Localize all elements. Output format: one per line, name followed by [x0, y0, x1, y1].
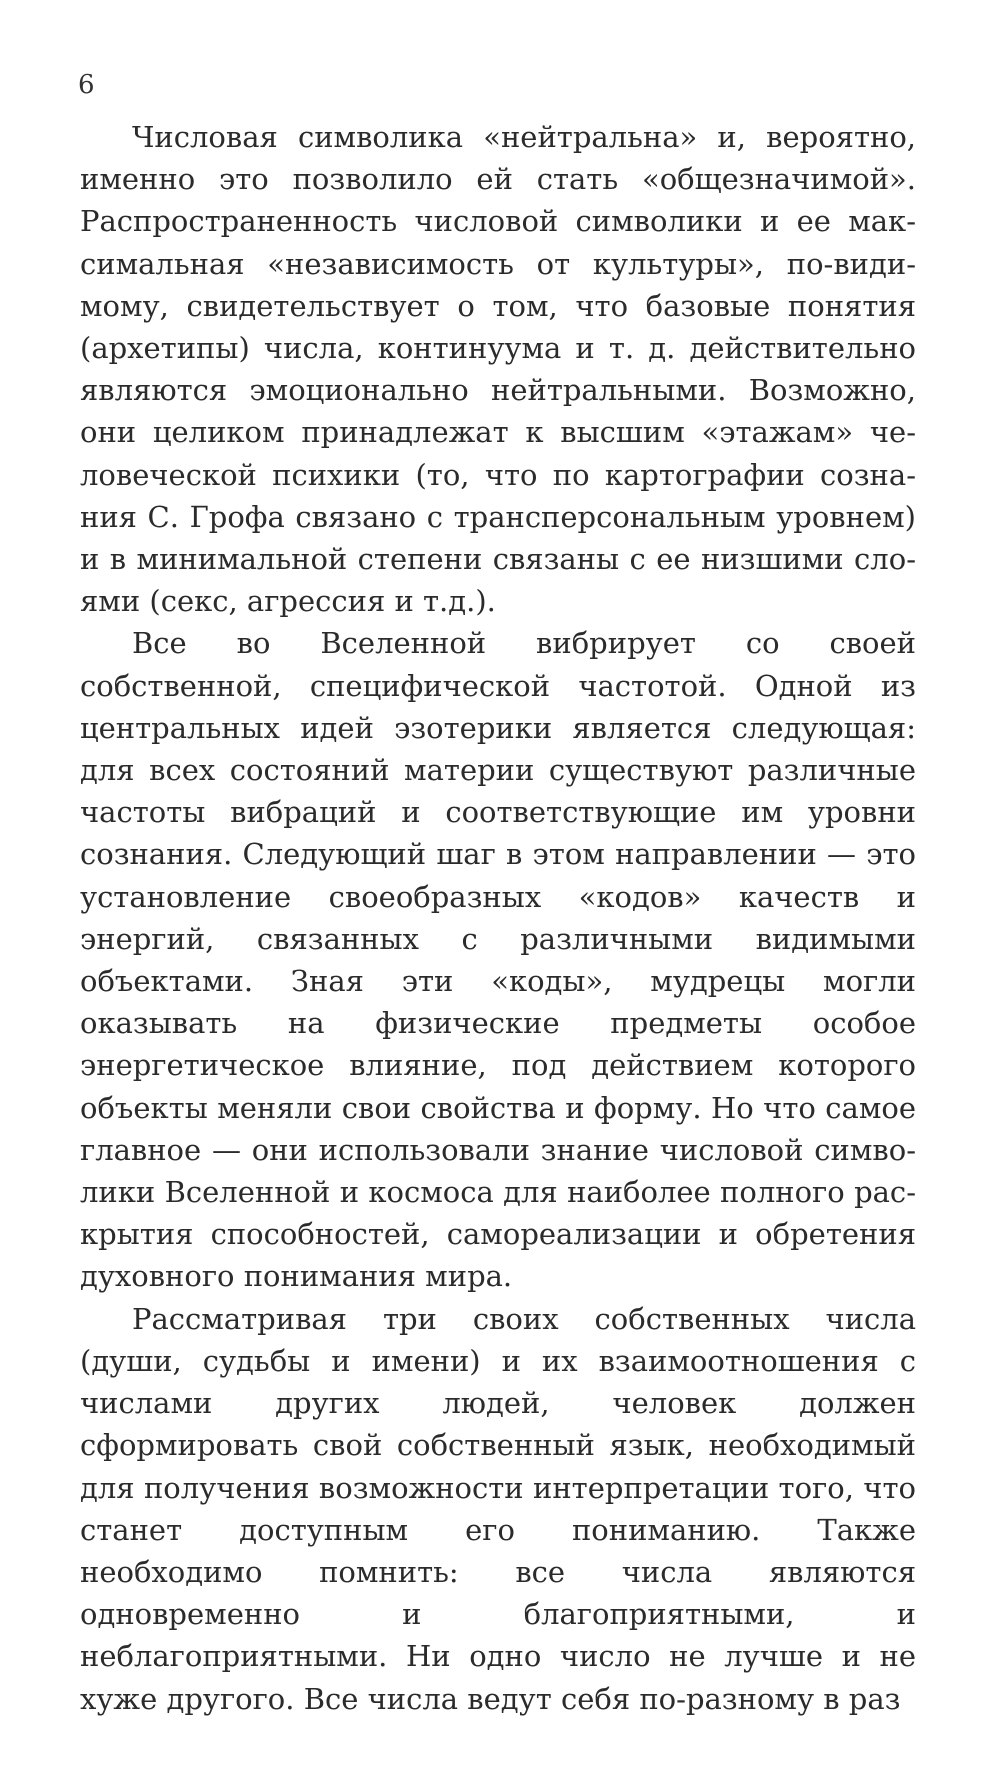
paragraph-1: Числовая символика «нейтральна» и, вероятно, именно это позволило ей стать «общезначимой». Распространенность числовой символики и ее максимальная «независимость от культуры», по-видимому, свидетельствует о том, что базовые понятия (архетипы) числа, континуума и т. д. действительно являются эмоционально нейтральными. Возможно, они целиком принадлежат к высшим «этажам» человеческой психики (то, что по картографии сознания С. Грофа связано с трансперсональным уровнем) и в минимальной степени связаны с ее низшими слоями (секс, агрессия и т.д.).	[80, 120, 916, 619]
page-number: 6	[78, 70, 95, 100]
text-column	[80, 116, 916, 1720]
paragraph-2: Все во Вселенной вибрирует со своей собственной, специфической частотой. Одной из центральных идей эзотерики является следующая: для всех состояний материи существуют различные частоты вибраций и соответствующие им уровни сознания. Следующий шаг в этом направлении — это установление своеобразных «кодов» качеств и энергий, связанных с различными видимыми объектами. Зная эти «коды», мудрецы могли оказывать на физические предметы особое энергетическое влияние, под действием которого объекты меняли свои свойства и форму. Но что самое главное — они использовали знание числовой символики Вселенной и космоса для наиболее полного раскрытия способностей, самореализации и обретения духовного понимания мира.	[80, 626, 916, 1294]
paragraph-3: Рассматривая три своих собственных числа (души, судьбы и имени) и их взаимоотношения с числами других людей, человек должен сформировать свой собственный язык, необходимый для получения возможности интерпретации того, что станет доступным его пониманию. Также необходимо помнить: все числа являются одновременно и благоприятными, и неблагоприятными. Ни одно число не лучше и не хуже другого. Все числа ведут себя по-разному в раз	[80, 1301, 916, 1716]
